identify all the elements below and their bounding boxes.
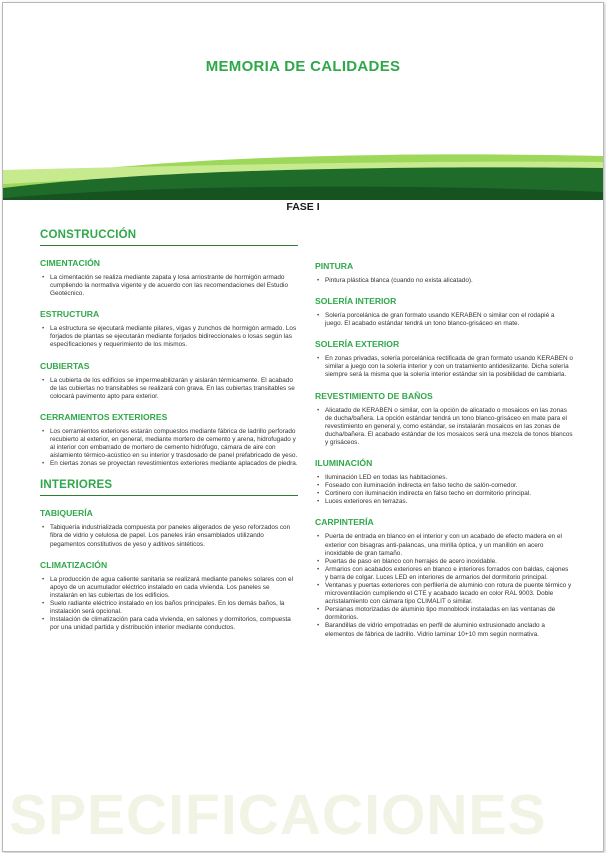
- section-tabiqueria: [40, 508, 298, 548]
- bullet-list: [315, 312, 573, 328]
- sub-heading-carpinteria: CARPINTERÍA: [315, 517, 374, 528]
- list-item: • Persianas motorizadas de aluminio tipo monoblock instaladas en las ventanas de dormitorios.: [325, 606, 573, 622]
- list-item: • La estructura se ejecutará mediante pilares, vigas y zunchos de hormigón armado. Los forjados de plantas se ejecutarán mediante forjados bidireccionales o losas según las especificaciones y requerimiento de los mismos.: [50, 325, 298, 349]
- left-column: [40, 229, 298, 643]
- bullet-list: [40, 576, 298, 633]
- watermark-text: SPECIFICACIONES: [9, 783, 547, 847]
- sub-heading-pintura: PINTURA: [315, 261, 354, 271]
- list-item: • Alicatado de KERABEN o similar, con la opción de alicatado o mosaicos en las zonas de ducha/bañera. La opción estándar tendrá un tono blanco-grisáceo en mate para el revestimiento en general y, como estándar, se instalarán mosaicos en las zonas de ducha/bañera. El acabado estándar de los mosaicos será una mezcla de tonos blancos y grisáceos.: [325, 407, 573, 447]
- list-item: • Puerta de entrada en blanco en el interior y con un acabado de efecto madera en el exterior con bisagras anti-palancas, una mirilla óptica, y un manillón en acero inoxidable de gran tamaño.: [325, 533, 573, 557]
- main-heading-construccion: CONSTRUCCIÓN: [40, 229, 298, 246]
- bullet-list: [315, 277, 573, 285]
- list-item: • Cortinero con iluminación indirecta en falso techo en dormitorio principal.: [325, 490, 573, 498]
- bullet-list: [315, 533, 573, 638]
- list-item: • Iluminación LED en todas las habitaciones.: [325, 474, 573, 482]
- list-item: • Suelo radiante eléctrico instalado en los baños principales. En los demás baños, la instalación será opcional.: [50, 600, 298, 616]
- list-item: • Puertas de paso en blanco con herrajes de acero inoxidable.: [325, 558, 573, 566]
- bullet-list: [40, 377, 298, 401]
- section-climatizacion: [40, 560, 298, 633]
- list-item: • Pintura plástica blanca (cuando no exista alicatado).: [325, 277, 573, 285]
- bullet-list: [40, 524, 298, 548]
- section-cerramientos-exteriores: [40, 412, 298, 468]
- section-cubiertas: [40, 361, 298, 401]
- sub-heading-revestimiento-de-banos: REVESTIMIENTO DE BAÑOS: [315, 390, 433, 401]
- sub-heading-cimentacion: CIMENTACIÓN: [40, 258, 100, 268]
- list-item: • Los cerramientos exteriores estarán compuestos mediante fábrica de ladrillo perforado recubierto al exterior, en general, mediante mortero de cemento y arena, hidrofugado y al interior con embarrado de mortero de cemento hidrófugo, cámara de aire con aislamiento térmico-acústico en su interior y trasdosado de panel prefabricado de yeso.: [50, 428, 298, 460]
- green-wave-banner: [3, 148, 603, 208]
- sub-heading-estructura: ESTRUCTURA: [40, 309, 100, 320]
- list-item: • La cimentación se realiza mediante zapata y losa arriostrante de hormigón armado cumpliendo la normativa vigente y de acuerdo con las recomendaciones del Estudio Geotécnico.: [50, 274, 298, 298]
- sub-heading-tabiqueria: TABIQUERÍA: [40, 508, 93, 519]
- sub-heading-cubiertas: CUBIERTAS: [40, 360, 90, 371]
- sub-heading-iluminacion: ILUMINACIÓN: [315, 458, 373, 469]
- right-column: [315, 261, 573, 650]
- list-item: • Barandillas de vidrio empotradas en perfil de aluminio extrusionado anclado a elementos de fábrica de ladrillo. Vidrio laminar 10+10 mm según normativa.: [325, 622, 573, 638]
- bullet-list: [315, 355, 573, 379]
- section-carpinteria: [315, 517, 573, 638]
- bullet-list: [40, 428, 298, 468]
- list-item: • Armarios con acabados exteriores en blanco e interiores forrados con baldas, cajones y barra de colgar. Luces LED en interiores de armarios del dormitorio principal.: [325, 566, 573, 582]
- list-item: • Luces exteriores en terrazas.: [325, 498, 573, 506]
- section-construccion: [40, 229, 298, 246]
- section-revestimiento-de-banos: [315, 391, 573, 447]
- page-title: MEMORIA DE CALIDADES: [205, 58, 401, 75]
- main-heading-interiores: INTERIORES: [40, 479, 298, 496]
- list-item: • Solería porcelánica de gran formato usando KERABEN o similar con el rodapié a juego. El acabado estándar tendrá un tono blanco-grisáceo en mate.: [325, 312, 573, 328]
- bullet-list: [315, 474, 573, 506]
- section-soleria-interior: [315, 296, 573, 328]
- list-item: • En ciertas zonas se proyectan revestimientos exteriores mediante aplacados de piedra.: [50, 460, 298, 468]
- phase-label: FASE I: [286, 201, 320, 213]
- bullet-list: [315, 407, 573, 447]
- list-item: • Ventanas y puertas exteriores con perfilería de aluminio con rotura de puente térmico y microventilación cumpliendo el CTE y acabado lacado en color RAL 9003. Doble acristalamiento con cámara tipo CLIMALIT o similar.: [325, 582, 573, 606]
- list-item: • La producción de agua caliente sanitaria se realizará mediante paneles solares con el apoyo de un acumulador eléctrico instalado en cada vivienda. Los paneles se instalarán en las cubiertas de los edificios.: [50, 576, 298, 600]
- section-estructura: [40, 309, 298, 349]
- section-interiores: [40, 479, 298, 496]
- section-soleria-exterior: [315, 339, 573, 379]
- sub-heading-climatizacion: CLIMATIZACIÓN: [40, 559, 108, 570]
- sub-heading-soleria-interior: SOLERÍA INTERIOR: [315, 296, 397, 307]
- list-item: • La cubierta de los edificios se impermeabilizarán y aislarán térmicamente. El acabado de las cubiertas no transitables se realizará con grava. En las cubiertas transitables se colocará pavimento apto para exterior.: [50, 377, 298, 401]
- list-item: • Tabiquería industrializada compuesta por paneles aligerados de yeso reforzados con fibra de vidrio y celulosa de papel. Los paneles irán ensamblados utilizando pegamentos constitutivos de yeso y aditivos sintéticos.: [50, 524, 298, 548]
- section-iluminacion: [315, 458, 573, 506]
- section-cimentacion: [40, 258, 298, 298]
- document-page: [2, 2, 604, 852]
- list-item: • Instalación de climatización para cada vivienda, en salones y dormitorios, compuesta por una unidad partida y distribución interior mediante conductos.: [50, 616, 298, 632]
- section-pintura: [315, 261, 573, 285]
- bullet-list: [40, 274, 298, 298]
- list-item: • En zonas privadas, solería porcelánica rectificada de gran formato usando KERABEN o similar a juego con la solería interior y con un tratamiento antideslizante. Dicha solería siempre será la misma que la solería interior estándar sin la posibilidad de cambiarla.: [325, 355, 573, 379]
- list-item: • Foseado con iluminación indirecta en falso techo de salón-comedor.: [325, 482, 573, 490]
- bullet-list: [40, 325, 298, 349]
- sub-heading-cerramientos-exteriores: CERRAMIENTOS EXTERIORES: [40, 411, 168, 422]
- sub-heading-soleria-exterior: SOLERÍA EXTERIOR: [315, 339, 400, 350]
